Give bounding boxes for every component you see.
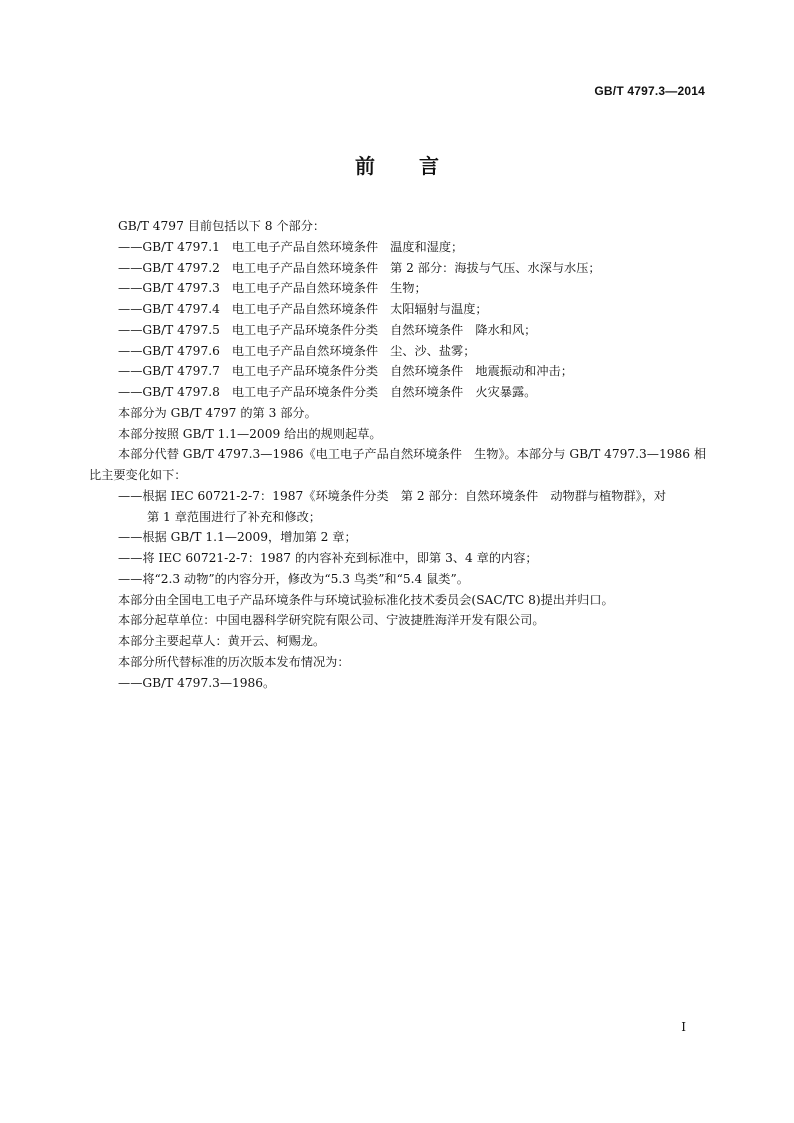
part-title: 电工电子产品自然环境条件 [231,302,379,316]
paragraph-history: 本部分所代替标准的历次版本发布情况为： [118,654,350,669]
part-subtitle: 自然环境条件 地震振动和冲击； [390,364,573,379]
part-code: ——GB/T 4797.1 [118,239,220,254]
list-item [89,258,707,279]
part-title: 电工电子产品自然环境条件 [231,281,379,296]
part-subtitle: 自然环境条件 降水和风； [390,322,537,337]
part-code: ——GB/T 4797.4 [118,302,220,316]
part-code: ——GB/T 4797.8 [118,385,220,399]
change-item: ——根据 IEC 60721-2-7：1987《环境条件分类 第 2 部分：自然环境条件 动物群与植物群》，对 [118,488,667,503]
foreword-body [89,216,707,693]
part-title: 电工电子产品自然环境条件 [231,260,379,275]
list-item [89,382,707,403]
paragraph-drafting-units: 本部分起草单位：中国电器科学研究院有限公司、宁波捷胜海洋开发有限公司。 [118,613,545,628]
list-item [89,341,707,362]
part-title: 电工电子产品环境条件分类 [231,364,379,379]
page-number: Ⅰ [681,1020,686,1034]
part-code: ——GB/T 4797.7 [118,364,220,379]
paragraph-part-number: 本部分为 GB/T 4797 的第 3 部分。 [118,405,317,420]
part-subtitle: 太阳辐射与温度； [390,302,488,316]
part-subtitle: 温度和湿度； [390,239,464,254]
change-item: ——根据 GB/T 1.1—2009，增加第 2 章； [118,530,357,545]
list-item [89,361,707,382]
part-title: 电工电子产品环境条件分类 [231,385,379,399]
part-subtitle: 生物； [390,281,427,296]
paragraph-proposer: 本部分由全国电工电子产品环境条件与环境试验标准化技术委员会(SAC/TC 8)提出并归口。 [118,592,614,607]
history-item: ——GB/T 4797.3—1986。 [118,675,276,690]
document-number: GB/T 4797.3—2014 [594,84,705,98]
list-item [89,237,707,258]
list-item [89,278,707,299]
change-item: ——将“2.3 动物”的内容分开，修改为“5.3 鸟类”和“5.4 鼠类”。 [118,571,469,586]
part-title: 电工电子产品自然环境条件 [231,343,379,358]
list-item [89,299,707,320]
part-code: ——GB/T 4797.3 [118,281,220,296]
part-subtitle: 第 2 部分：海拔与气压、水深与水压； [390,260,601,275]
parts-intro: GB/T 4797 目前包括以下 8 个部分： [118,219,326,233]
change-item-continuation: 第 1 章范围进行了补充和修改； [147,509,321,524]
part-subtitle: 尘、沙、盐雾； [390,343,476,358]
paragraph-replacement: 本部分代替 GB/T 4797.3—1986《电工电子产品自然环境条件 生物》。本部分与 GB/T 4797.3—1986 相比主要变化如下： [89,447,707,482]
paragraph-drafters: 本部分主要起草人：黄开云、柯赐龙。 [118,634,326,648]
page-title: 前言 [355,154,483,178]
part-title: 电工电子产品环境条件分类 [231,322,379,337]
paragraph-drafting-rules: 本部分按照 GB/T 1.1—2009 给出的规则起草。 [118,426,382,441]
list-item [89,320,707,341]
part-subtitle: 自然环境条件 火灾暴露。 [390,385,537,399]
part-code: ——GB/T 4797.2 [118,260,220,275]
change-item: ——将 IEC 60721-2-7：1987 的内容补充到标准中，即第 3、4 章的内容； [118,551,538,565]
part-code: ——GB/T 4797.6 [118,343,220,358]
part-title: 电工电子产品自然环境条件 [231,239,379,254]
part-code: ——GB/T 4797.5 [118,322,220,337]
